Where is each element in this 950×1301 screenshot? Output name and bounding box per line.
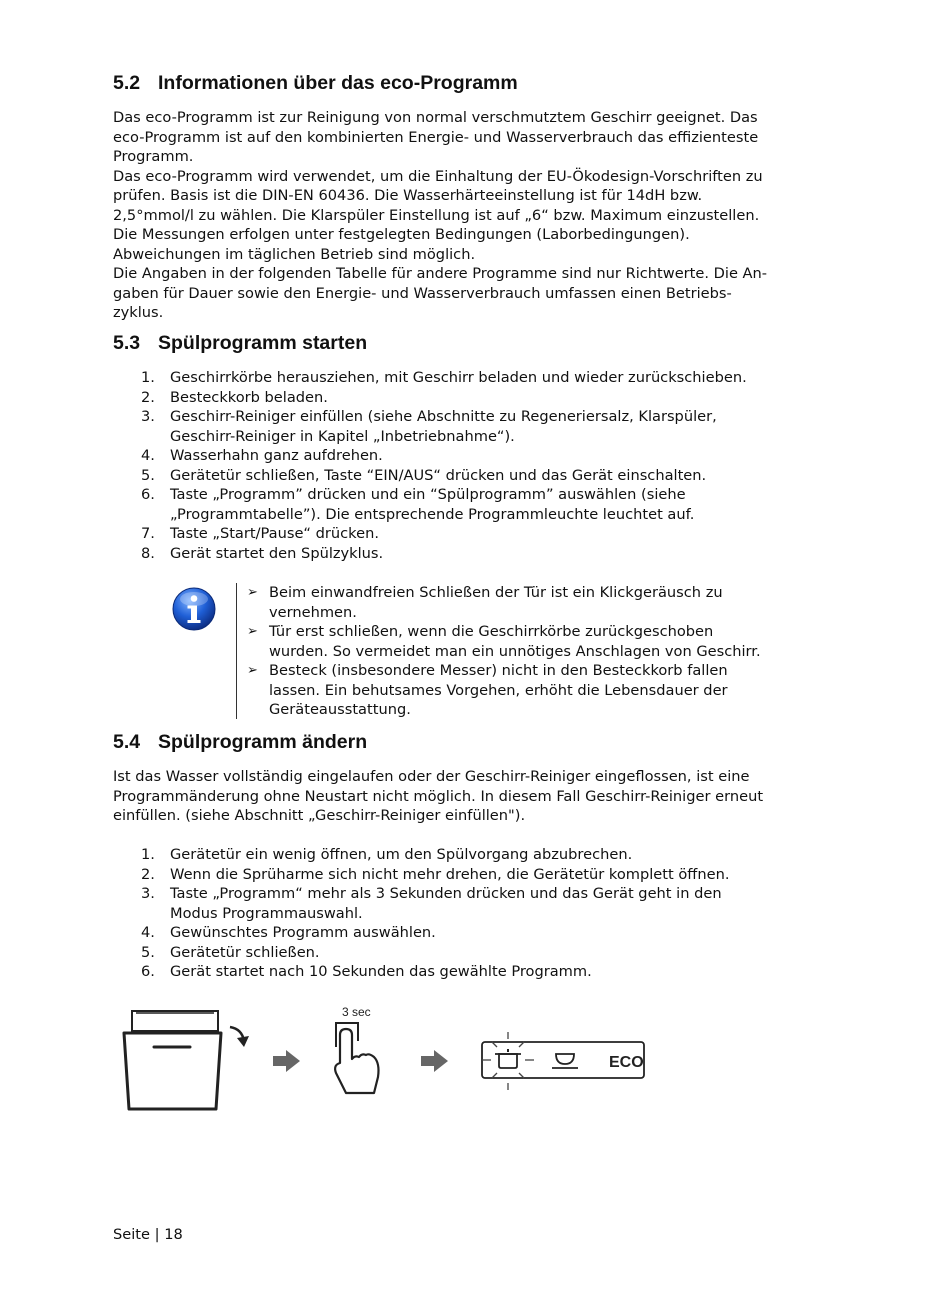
change-program-paragraph bbox=[113, 767, 853, 826]
step-number: 4. bbox=[141, 447, 155, 464]
text-line: eco-Programm ist auf den kombinierten Energie- und Wasserverbrauch das effizienteste bbox=[113, 128, 759, 146]
text-line: Das eco-Programm wird verwendet, um die Einhaltung der EU-Ökodesign-Vorschriften zu bbox=[113, 167, 763, 185]
note-text: Beim einwandfreien Schließen der Tür ist ein Klickgeräusch zu bbox=[269, 584, 723, 601]
program-panel-icon bbox=[478, 1030, 648, 1092]
step-text: Geschirr-Reiniger einfüllen (siehe Abschnitte zu Regeneriersalz, Klarspüler, bbox=[170, 408, 717, 425]
step-number: 4. bbox=[141, 924, 155, 941]
step-number: 8. bbox=[141, 544, 155, 562]
step-text: Taste „Programm” drücken und ein “Spülprogramm” auswählen (siehe bbox=[170, 486, 686, 503]
list-item bbox=[113, 466, 853, 486]
step-text: Gewünschtes Programm auswählen. bbox=[170, 924, 436, 941]
text-line: 2,5°mmol/l zu wählen. Die Klarspüler Einstellung ist auf „6“ bzw. Maximum einzustellen. bbox=[113, 206, 760, 224]
step-number: 1. bbox=[141, 846, 155, 863]
start-steps-list bbox=[113, 368, 853, 563]
step-text: Taste „Programm“ mehr als 3 Sekunden drücken und das Gerät geht in den bbox=[170, 885, 722, 902]
list-item bbox=[247, 583, 761, 622]
arrow-bullet-icon: ➢ bbox=[247, 663, 258, 678]
page-number: Seite | 18 bbox=[113, 1226, 183, 1243]
notes-list bbox=[247, 583, 761, 720]
arrow-bullet-icon: ➢ bbox=[247, 585, 258, 600]
step-number: 2. bbox=[141, 388, 155, 406]
list-item bbox=[113, 923, 853, 943]
eco-program-paragraph bbox=[113, 108, 853, 323]
step-number: 6. bbox=[141, 486, 155, 503]
info-icon bbox=[172, 587, 216, 631]
section-title: Informationen über das eco-Programm bbox=[158, 72, 518, 94]
step-text: Besteckkorb beladen. bbox=[170, 388, 328, 406]
step-number: 7. bbox=[141, 525, 155, 542]
list-item bbox=[113, 884, 853, 923]
section-number: 5.4 bbox=[113, 731, 141, 753]
step-number: 3. bbox=[141, 885, 155, 902]
step-text: Gerät startet nach 10 Sekunden das gewählte Programm. bbox=[170, 963, 592, 980]
list-item bbox=[113, 943, 853, 963]
list-item bbox=[113, 368, 853, 388]
list-item bbox=[247, 622, 761, 661]
section-number: 5.2 bbox=[113, 72, 141, 94]
text-line: zyklus. bbox=[113, 304, 164, 321]
list-item bbox=[113, 962, 853, 982]
step-text: Wasserhahn ganz aufdrehen. bbox=[170, 447, 383, 464]
arrow-bullet-icon: ➢ bbox=[247, 624, 258, 639]
note-text: wurden. So vermeidet man ein unnötiges Anschlagen von Geschirr. bbox=[269, 642, 761, 660]
text-line: Die Messungen erfolgen unter festgelegten Bedingungen (Laborbedingungen). bbox=[113, 226, 690, 243]
section-number: 5.3 bbox=[113, 332, 141, 354]
section-title: Spülprogramm starten bbox=[158, 332, 368, 354]
step-number: 5. bbox=[141, 943, 155, 961]
list-item bbox=[113, 845, 853, 865]
text-line: Die Angaben in der folgenden Tabelle für andere Programme sind nur Richtwerte. Die An- bbox=[113, 265, 768, 282]
step-number: 2. bbox=[141, 865, 155, 883]
step-text: Geschirrkörbe herausziehen, mit Geschirr beladen und wieder zurückschieben. bbox=[170, 369, 747, 386]
step-text: Wenn die Sprüharme sich nicht mehr drehen, die Gerätetür komplett öffnen. bbox=[170, 865, 730, 883]
text-line: Programmänderung ohne Neustart nicht möglich. In diesem Fall Geschirr-Reiniger erneut bbox=[113, 787, 764, 805]
list-item bbox=[113, 407, 853, 446]
change-steps-list bbox=[113, 845, 853, 982]
step-text: Gerät startet den Spülzyklus. bbox=[170, 544, 384, 562]
step-text: Taste „Start/Pause“ drücken. bbox=[170, 525, 379, 542]
finger-press-icon bbox=[328, 1003, 388, 1101]
text-line: prüfen. Basis ist die DIN-EN 60436. Die Wasserhärteeinstellung ist für 14dH bzw. bbox=[113, 187, 703, 204]
list-item bbox=[113, 388, 853, 408]
note-text: Besteck (insbesondere Messer) nicht in den Besteckkorb fallen bbox=[269, 662, 728, 679]
press-duration-label: 3 sec bbox=[342, 1005, 371, 1019]
text-line: Das eco-Programm ist zur Reinigung von normal verschmutztem Geschirr geeignet. Das bbox=[113, 109, 758, 126]
step-text: Modus Programmauswahl. bbox=[170, 904, 363, 922]
list-item bbox=[113, 865, 853, 885]
list-item bbox=[113, 446, 853, 466]
text-line: Ist das Wasser vollständig eingelaufen oder der Geschirr-Reiniger eingeflossen, ist eine bbox=[113, 768, 750, 785]
step-number: 5. bbox=[141, 466, 155, 484]
section-heading-5-3 bbox=[113, 332, 367, 355]
list-item bbox=[113, 524, 853, 544]
list-item bbox=[113, 544, 853, 564]
step-text: „Programmtabelle”). Die entsprechende Programmleuchte leuchtet auf. bbox=[170, 505, 695, 523]
step-number: 1. bbox=[141, 369, 155, 386]
note-text: vernehmen. bbox=[269, 603, 357, 621]
text-line: Programm. bbox=[113, 148, 194, 165]
eco-label: ECO bbox=[609, 1054, 644, 1071]
section-heading-5-4 bbox=[113, 731, 367, 754]
note-text: lassen. Ein behutsames Vorgehen, erhöht die Lebensdauer der bbox=[269, 681, 728, 699]
text-line: einfüllen. (siehe Abschnitt „Geschirr-Reiniger einfüllen"). bbox=[113, 807, 526, 824]
step-text: Gerätetür schließen. bbox=[170, 943, 320, 961]
note-text: Tür erst schließen, wenn die Geschirrkörbe zurückgeschoben bbox=[269, 623, 714, 640]
notes-box bbox=[236, 583, 837, 719]
dishwasher-icon bbox=[118, 1005, 258, 1115]
note-text: Geräteausstattung. bbox=[269, 701, 411, 718]
list-item bbox=[113, 485, 853, 524]
step-text: Gerätetür ein wenig öffnen, um den Spülvorgang abzubrechen. bbox=[170, 846, 633, 863]
text-line: gaben für Dauer sowie den Energie- und Wasserverbrauch umfassen einen Betriebs- bbox=[113, 284, 732, 302]
section-title: Spülprogramm ändern bbox=[158, 731, 368, 753]
text-line: Abweichungen im täglichen Betrieb sind möglich. bbox=[113, 245, 476, 263]
step-number: 6. bbox=[141, 963, 155, 980]
arrow-right-icon bbox=[272, 1048, 302, 1074]
list-item bbox=[247, 661, 761, 720]
step-text: Gerätetür schließen, Taste “EIN/AUS“ drücken und das Gerät einschalten. bbox=[170, 466, 707, 484]
step-text: Geschirr-Reiniger in Kapitel „Inbetriebnahme“). bbox=[170, 427, 515, 445]
arrow-right-icon bbox=[420, 1048, 450, 1074]
section-heading-5-2 bbox=[113, 72, 518, 95]
step-number: 3. bbox=[141, 408, 155, 425]
